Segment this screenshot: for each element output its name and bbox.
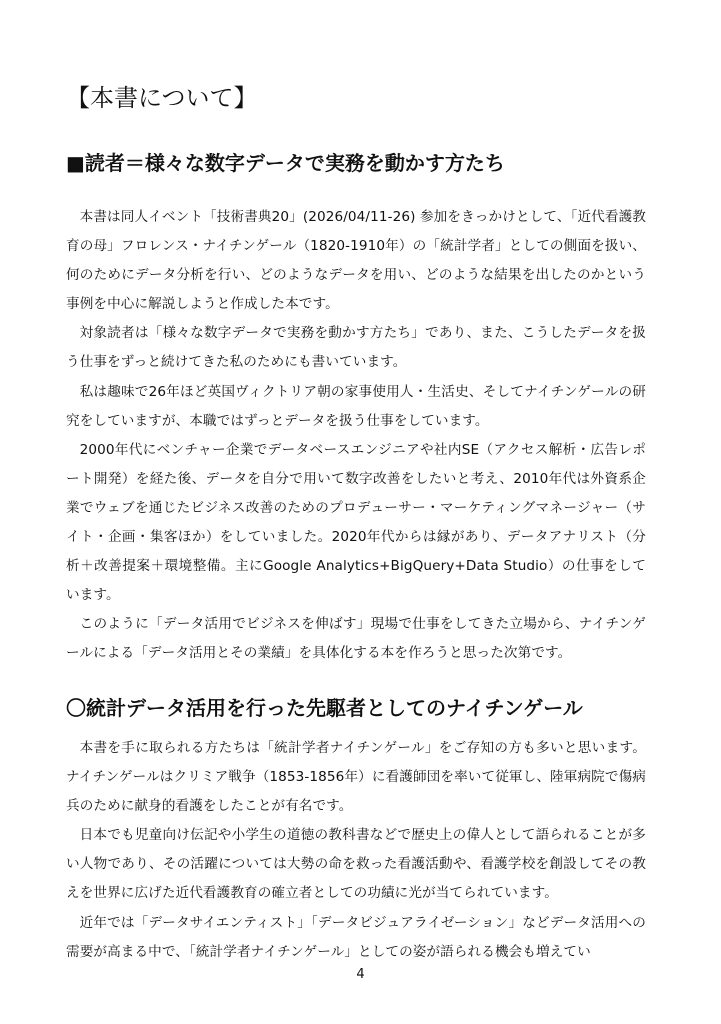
paragraph: 本書は同人イベント「技術書典20」(2026/04/11-26) 参加をきっかけとして、「近代看護教育の母」フロレンス・ナイチンゲール（1820-1910年）の「統計学者」としての側面を扱い、何のためにデータ分析を行い、どのようなデータを用い、どのような結果を出したのかという事例を中心に解説しようと作成した本です。 [66, 209, 646, 313]
paragraph: 日本でも児童向け伝記や小学生の道徳の教科書などで歴史上の偉人として語られることが多い人物であり、その活躍については大勢の命を救った看護活動や、看護学校を創設してその教えを世界に広げた近代看護教育の確立者としての功績に光が当てられています。 [66, 827, 646, 902]
section-heading-nightingale: 〇統計データ活用を行った先駆者としてのナイチンゲール [66, 696, 583, 720]
paragraph: このように「データ活用でビジネスを伸ばす」現場で仕事をしてきた立場から、ナイチンゲールによる「データ活用とその業績」を具体化する本を作ろうと思った次第です。 [66, 616, 646, 662]
section-heading-readers: ■読者＝様々な数字データで実務を動かす方たち [66, 151, 505, 175]
paragraph: 対象読者は「様々な数字データで実務を動かす方たち」であり、また、こうしたデータを扱う仕事をずっと続けてきた私のためにも書いています。 [66, 325, 646, 371]
page-number: 4 [356, 967, 365, 982]
section-body-readers [66, 203, 646, 669]
chapter-title: 【本書について】 [66, 84, 258, 112]
section-body-nightingale [66, 734, 646, 967]
paragraph: 私は趣味で26年ほど英国ヴィクトリア朝の家事使用人・生活史、そしてナイチンゲールの研究をしていますが、本職ではずっとデータを扱う仕事をしています。 [66, 383, 646, 429]
paragraph: 近年では「データサイエンティスト」「データビジュアライゼーション」などデータ活用への需要が高まる中で、「統計学者ナイチンゲール」としての姿が語られる機会も増えてい [66, 914, 646, 960]
paragraph: 本書を手に取られる方たちは「統計学者ナイチンゲール」をご存知の方も多いと思います。ナイチンゲールはクリミア戦争（1853-1856年）に看護師団を率いて従軍し、陸軍病院で傷病兵のために献身的看護をしたことが有名です。 [66, 740, 646, 815]
paragraph: 2000年代にベンチャー企業でデータベースエンジニアや社内SE（アクセス解析・広告レポート開発）を経た後、データを自分で用いて数字改善をしたいと考え、2010年代は外資系企業でウェブを通じたビジネス改善のためのプロデューサー・マーケティングマネージャー（サイト・企画・集客ほか）をしていました。2020年代からは縁があり、データアナリスト（分析＋改善提案＋環境整備。主にGoogle Analytics+BigQuery+Data Studio）の仕事をしています。 [66, 441, 646, 604]
